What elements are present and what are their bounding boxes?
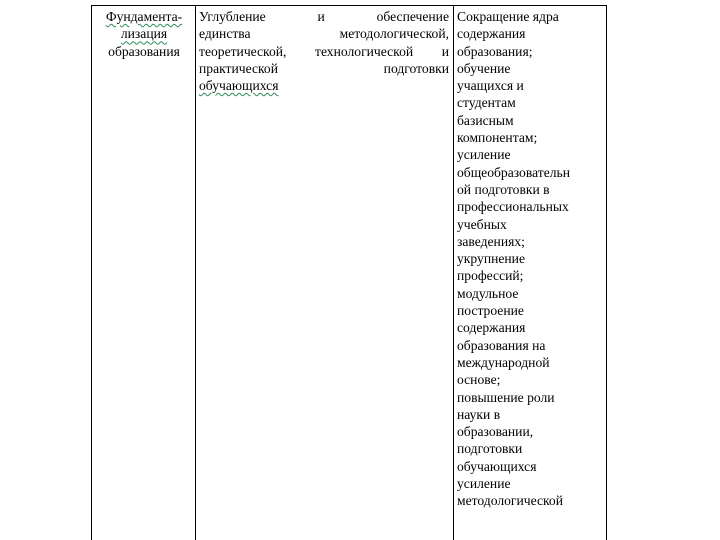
measures-line: образования; (457, 43, 533, 59)
measures-line: содержания (457, 26, 526, 42)
measures-line: модульное (457, 285, 519, 301)
measures-line: образования на (457, 337, 546, 353)
measures-line: обучающихся (457, 458, 537, 474)
table-left-border (91, 5, 92, 540)
cell-measures (457, 8, 605, 510)
cell-category (94, 8, 194, 60)
column-divider-2 (453, 5, 454, 540)
measures-line: усиление (457, 147, 511, 163)
measures-line: компонентам; (457, 130, 538, 146)
category-line: образования (108, 43, 180, 59)
measures-line: науки в (457, 406, 501, 422)
measures-line: ой подготовки в (457, 181, 550, 197)
measures-line: учащихся и (457, 78, 524, 94)
content-table (91, 5, 607, 540)
measures-line: содержания (457, 320, 526, 336)
description-line: практической подготовки (199, 60, 449, 76)
description-line: единства методологической, (199, 26, 449, 42)
measures-line: Сокращение ядра (457, 9, 559, 24)
measures-line: международной (457, 354, 550, 370)
measures-line: укрупнение (457, 251, 525, 267)
description-line: обучающихся (199, 78, 279, 94)
category-line: Фундамента- (105, 9, 183, 24)
description-line: Углубление и обеспечение (199, 9, 449, 24)
measures-line: учебных (457, 216, 507, 232)
measures-line: подготовки (457, 441, 523, 457)
measures-line: студентам (457, 95, 516, 111)
table-top-border (91, 5, 607, 6)
measures-line: построение (457, 303, 524, 319)
cell-description (199, 8, 449, 94)
measures-line: заведениях; (457, 233, 525, 249)
measures-line: методологической (457, 493, 563, 509)
category-line: лизация (120, 26, 168, 42)
measures-line: повышение роли (457, 389, 555, 405)
measures-line: основе; (457, 372, 501, 388)
measures-line: общеобразовательн (457, 164, 570, 180)
measures-line: усиление (457, 476, 511, 492)
measures-line: профессий; (457, 268, 524, 284)
table-right-border (606, 5, 607, 540)
measures-line: базисным (457, 112, 514, 128)
measures-line: образовании, (457, 424, 534, 440)
column-divider-1 (195, 5, 196, 540)
measures-line: обучение (457, 60, 511, 76)
measures-line: профессиональных (457, 199, 569, 215)
description-line: теоретической, технологической и (199, 43, 449, 59)
